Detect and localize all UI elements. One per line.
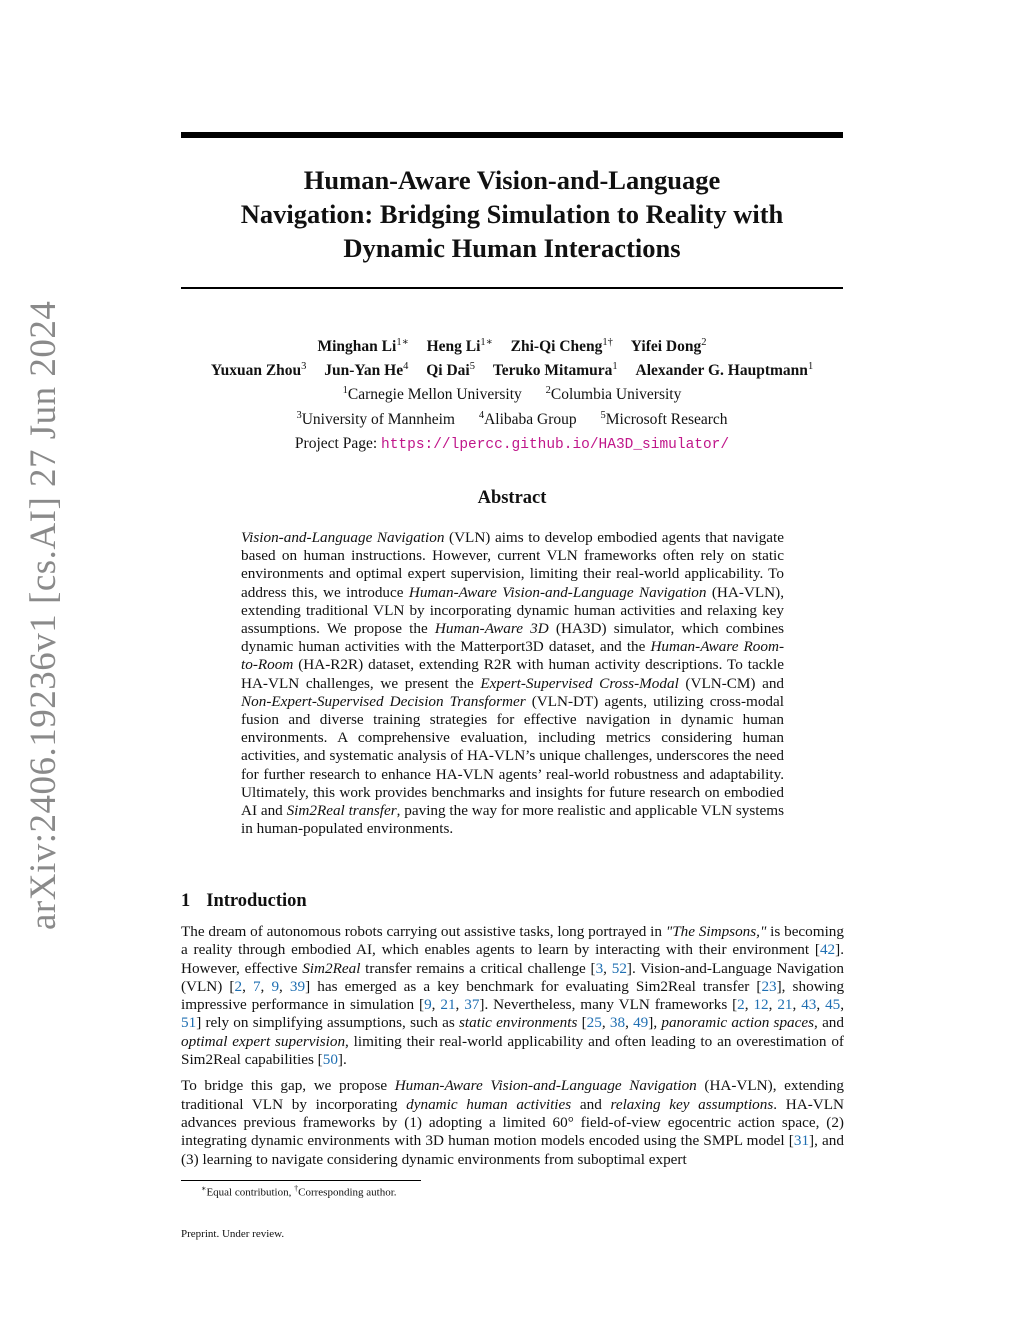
affiliation: $^4$Alibaba Group	[478, 409, 577, 428]
citation-link[interactable]: 2	[737, 996, 745, 1014]
citation-link[interactable]: 9	[271, 977, 280, 995]
affiliation-row	[120, 381, 904, 405]
emphasis: Expert-Supervised Cross-Modal	[480, 674, 679, 692]
author: Minghan $Li^{1∗}$	[317, 337, 409, 356]
project-page	[120, 434, 904, 455]
emphasis: dynamic human activities	[406, 1095, 572, 1113]
citation-link[interactable]: 43	[801, 996, 817, 1014]
title-bottom-rule	[181, 287, 843, 289]
affiliation: $^3$University of Mannheim	[296, 409, 455, 428]
citation-link[interactable]: 9	[424, 996, 432, 1014]
affiliation: $^2$Columbia University	[545, 385, 682, 404]
section-title: Introduction	[206, 891, 307, 911]
citation-link[interactable]: 51	[181, 1014, 197, 1032]
paragraph: The dream of autonomous robots carrying out assistive tasks, long portrayed in "The Simpsons," is becoming a reality through embodied AI, which enables agents to learn by interacting with their environment [42]. However, effective Sim2Real transfer remains a critical challenge [3, 52]. Vision-and-Language Navigation (VLN) [2, 7, 9, 39] has emerged as a key benchmark for evaluating Sim2Real transfer [23], showing impressive performance in simulation [9, 21, 37]. Nevertheless, many VLN frameworks [2, 12, 21, 43, 45, 51] rely on simplifying assumptions, such as static environments [25, 38, 49], panoramic action spaces, and optimal expert supervision, limiting their real-world applicability and often leading to an overestimation of Sim2Real capabilities [50].	[181, 923, 845, 1069]
emphasis: relaxing key assumptions	[610, 1095, 774, 1113]
author: Yifei Dong$^2$	[630, 337, 707, 356]
arxiv-stamp: arXiv:2406.19236v1 [cs.AI] 27 Jun 2024	[23, 300, 64, 930]
author: Teruko Mitamura$^1$	[492, 361, 618, 380]
author-row	[120, 357, 904, 381]
footnote: ∗Equal contribution, †Corresponding author.	[201, 1184, 397, 1199]
footnote-rule	[181, 1180, 421, 1181]
emphasis: Sim2Real transfer	[286, 802, 397, 820]
citation-link[interactable]: 37	[464, 996, 480, 1014]
citation-link[interactable]: 3	[595, 959, 604, 977]
title-line: Human-Aware Vision-and-Language	[303, 165, 721, 195]
citation-link[interactable]: 23	[761, 977, 777, 995]
citation-link[interactable]: 39	[289, 977, 306, 995]
citation-link[interactable]: 52	[611, 959, 627, 977]
author: Qi Dai$^5$	[426, 361, 475, 380]
paragraph: To bridge this gap, we propose Human-Aware Vision-and-Language Navigation (HA-VLN), extending traditional VLN by incorporating dynamic human activities and relaxing key assumptions. HA-VLN advances previous frameworks by (1) adopting a limited 60° field-of-view egocentric action space, (2) integrating dynamic environments with 3D human motion models encoded using the SMPL model [31], and (3) learning to navigate considering dynamic environments from suboptimal expert	[181, 1077, 844, 1168]
title-line: Navigation: Bridging Simulation to Reality with	[240, 199, 784, 229]
citation-link[interactable]: 7	[252, 977, 261, 995]
emphasis: Sim2Real	[302, 959, 361, 977]
author-row	[120, 333, 904, 357]
author: Jun-Yan He$^4$	[324, 361, 409, 380]
author: Yuxuan Zhou$^3$	[210, 361, 307, 380]
citation-link[interactable]: 50	[322, 1051, 338, 1069]
section-number: 1	[181, 891, 191, 911]
abstract-text: Vision-and-Language Navigation (VLN) aims to develop embodied agents that navigate based on human instructions. However, current VLN frameworks often rely on static environments and optimal expert supervision, limiting their real-world applicability. To address this, we introduce Human-Aware Vision-and-Language Navigation (HA-VLN), extending traditional VLN by incorporating dynamic human activities and relaxing key assumptions. We propose the Human-Aware 3D (HA3D) simulator, which combines dynamic human activities with the Matterport3D dataset, and the Human-Aware Room-to-Room (HA-R2R) dataset, extending R2R with human activity descriptions. To tackle HA-VLN challenges, we present the Expert-Supervised Cross-Modal (VLN-CM) and Non-Expert-Supervised Decision Transformer (VLN-DT) agents, utilizing cross-modal fusion and diverse training strategies for effective navigation in dynamic human environments. A comprehensive evaluation, including metrics considering human activities, and systematic analysis of HA-VLN’s unique challenges, underscores the need for further research to enhance HA-VLN agents’ real-world robustness and adaptability. Ultimately, this work provides benchmarks and insights for future research on embodied AI and Sim2Real transfer, paving the way for more realistic and applicable VLN systems in human-populated environments.	[241, 529, 785, 838]
citation-link[interactable]: 21	[440, 996, 456, 1014]
affiliation: $^5$Microsoft Research	[600, 409, 728, 428]
emphasis: "The Simpsons,"	[665, 923, 767, 940]
title-top-rule	[181, 132, 843, 138]
author-block	[120, 333, 904, 455]
affiliation: $^1$Carnegie Mellon University	[342, 385, 522, 404]
emphasis: Non-Expert-Supervised Decision Transformer	[241, 692, 526, 710]
project-page-label: Project Page:	[294, 434, 378, 452]
citation-link[interactable]: 12	[753, 996, 769, 1014]
section-heading	[181, 891, 843, 912]
emphasis: static environments	[459, 1014, 578, 1032]
emphasis: Human-Aware Vision-and-Language Navigation	[408, 583, 707, 601]
emphasis: Human-Aware Room-to-Room	[241, 638, 785, 674]
emphasis: optimal expert supervision	[181, 1032, 346, 1050]
preprint-note: Preprint. Under review.	[181, 1228, 285, 1240]
paper-title	[181, 163, 843, 265]
emphasis: panoramic action spaces	[661, 1014, 815, 1032]
citation-link[interactable]: 42	[819, 941, 836, 959]
abstract-heading: Abstract	[477, 488, 547, 508]
title-line: Dynamic Human Interactions	[343, 233, 681, 263]
citation-link[interactable]: 45	[825, 996, 841, 1014]
citation-link[interactable]: 21	[777, 996, 793, 1014]
author: Alexander G. Hauptmann$^1$	[635, 361, 814, 380]
citation-link[interactable]: 2	[234, 977, 243, 995]
project-page-link[interactable]: https://lpercc.github.io/HA3D_simulator/	[381, 436, 730, 453]
citation-link[interactable]: 49	[633, 1014, 649, 1032]
author: Zhi-Qi Cheng$^{1\dagger}$	[510, 337, 613, 356]
author: Heng $Li^{1∗}$	[426, 337, 493, 356]
affiliation-row	[120, 405, 904, 429]
citation-link[interactable]: 38	[609, 1014, 626, 1032]
citation-link[interactable]: 25	[586, 1014, 602, 1032]
emphasis: Human-Aware Vision-and-Language Navigation	[394, 1077, 697, 1095]
section-body	[181, 923, 844, 1177]
citation-link[interactable]: 31	[793, 1132, 810, 1150]
emphasis: Human-Aware 3D	[434, 620, 549, 638]
emphasis: Vision-and-Language Navigation	[241, 529, 445, 546]
